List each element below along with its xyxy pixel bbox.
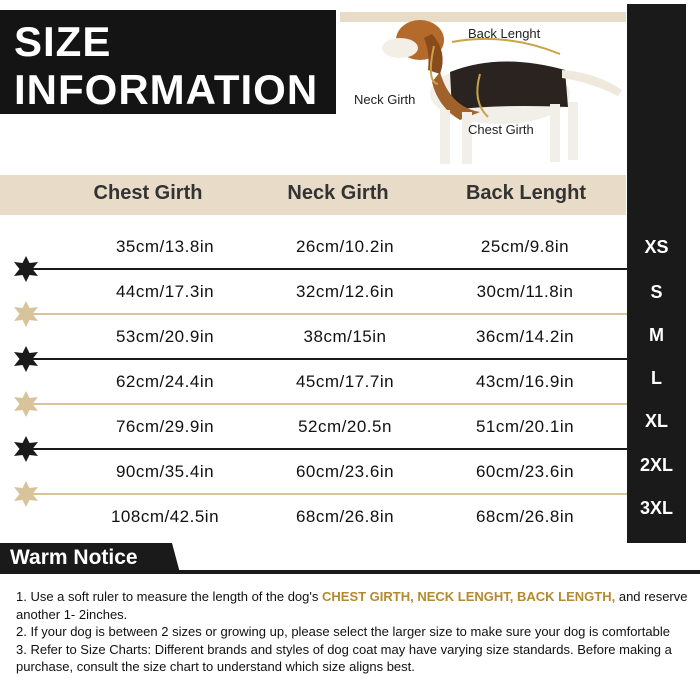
header-neck-girth: Neck Girth <box>287 182 389 204</box>
cell-neck: 60cm/23.6in <box>295 462 395 481</box>
cell-chest: 76cm/29.9in <box>115 417 215 436</box>
back-length-label: Back Lenght <box>468 26 541 41</box>
cell-chest: 62cm/24.4in <box>115 372 215 391</box>
cell-neck: 26cm/10.2in <box>295 237 395 256</box>
size-label: 2XL <box>639 455 673 475</box>
cell-back: 43cm/16.9in <box>475 372 575 391</box>
size-label: 3XL <box>639 498 673 518</box>
header-chest-girth: Chest Girth <box>93 182 203 204</box>
star-icon <box>12 300 40 328</box>
cell-neck: 38cm/15in <box>303 327 387 346</box>
header-back-length: Back Lenght <box>465 182 587 204</box>
notice-bar-slant <box>160 543 180 573</box>
cell-back: 51cm/20.1in <box>475 417 575 436</box>
note-1-highlight: CHEST GIRTH, NECK LENGHT, BACK LENGTH, <box>322 589 616 604</box>
size-label: XS <box>644 237 669 257</box>
cell-chest: 35cm/13.8in <box>115 237 215 256</box>
cell-chest: 44cm/17.3in <box>115 282 215 301</box>
title-line-1: SIZE <box>14 18 112 65</box>
cell-back: 36cm/14.2in <box>475 327 575 346</box>
notice-text <box>16 588 700 676</box>
row-divider <box>26 448 627 450</box>
row-divider <box>26 358 627 360</box>
dog-diagram <box>340 12 626 172</box>
chest-girth-label: Chest Girth <box>468 122 534 137</box>
cell-chest: 53cm/20.9in <box>115 327 215 346</box>
star-icon <box>12 435 40 463</box>
cell-neck: 52cm/20.5n <box>298 417 392 436</box>
cell-neck: 68cm/26.8in <box>295 507 395 526</box>
cell-back: 25cm/9.8in <box>480 237 570 256</box>
row-divider <box>26 313 627 315</box>
size-label: S <box>650 282 663 302</box>
neck-girth-label: Neck Girth <box>354 92 416 107</box>
note-1 <box>16 588 700 623</box>
size-label: L <box>651 368 662 388</box>
star-icon <box>12 345 40 373</box>
cell-back: 60cm/23.6in <box>475 462 575 481</box>
star-icon <box>12 480 40 508</box>
cell-back: 68cm/26.8in <box>475 507 575 526</box>
title-block <box>0 10 336 114</box>
cell-chest: 90cm/35.4in <box>115 462 215 481</box>
cell-back: 30cm/11.8in <box>476 282 574 301</box>
size-label: XL <box>644 411 668 431</box>
row-divider <box>26 403 627 405</box>
note-3: 3. Refer to Size Charts: Different brands and styles of dog coat may have varying size standards. Before making a purchase, consult the size chart to understand which size aligns best. <box>16 641 672 674</box>
note-1-text: 1. Use a soft ruler to measure the length of the dog's <box>16 589 322 604</box>
star-icon <box>12 255 40 283</box>
title-line-2: INFORMATION <box>14 66 319 113</box>
notice-divider <box>0 570 700 574</box>
note-1-tail: and reserve another 1- 2inches. <box>16 589 688 622</box>
cell-neck: 32cm/12.6in <box>295 282 395 301</box>
star-icon <box>12 390 40 418</box>
size-label: M <box>649 325 664 345</box>
note-2: 2. If your dog is between 2 sizes or growing up, please select the larger size to make sure your dog is comfortable <box>16 624 670 639</box>
cell-chest: 108cm/42.5in <box>110 507 220 526</box>
cell-neck: 45cm/17.7in <box>295 372 395 391</box>
row-divider <box>26 493 627 495</box>
notice-title: Warm Notice <box>10 546 138 569</box>
row-divider <box>26 268 627 270</box>
